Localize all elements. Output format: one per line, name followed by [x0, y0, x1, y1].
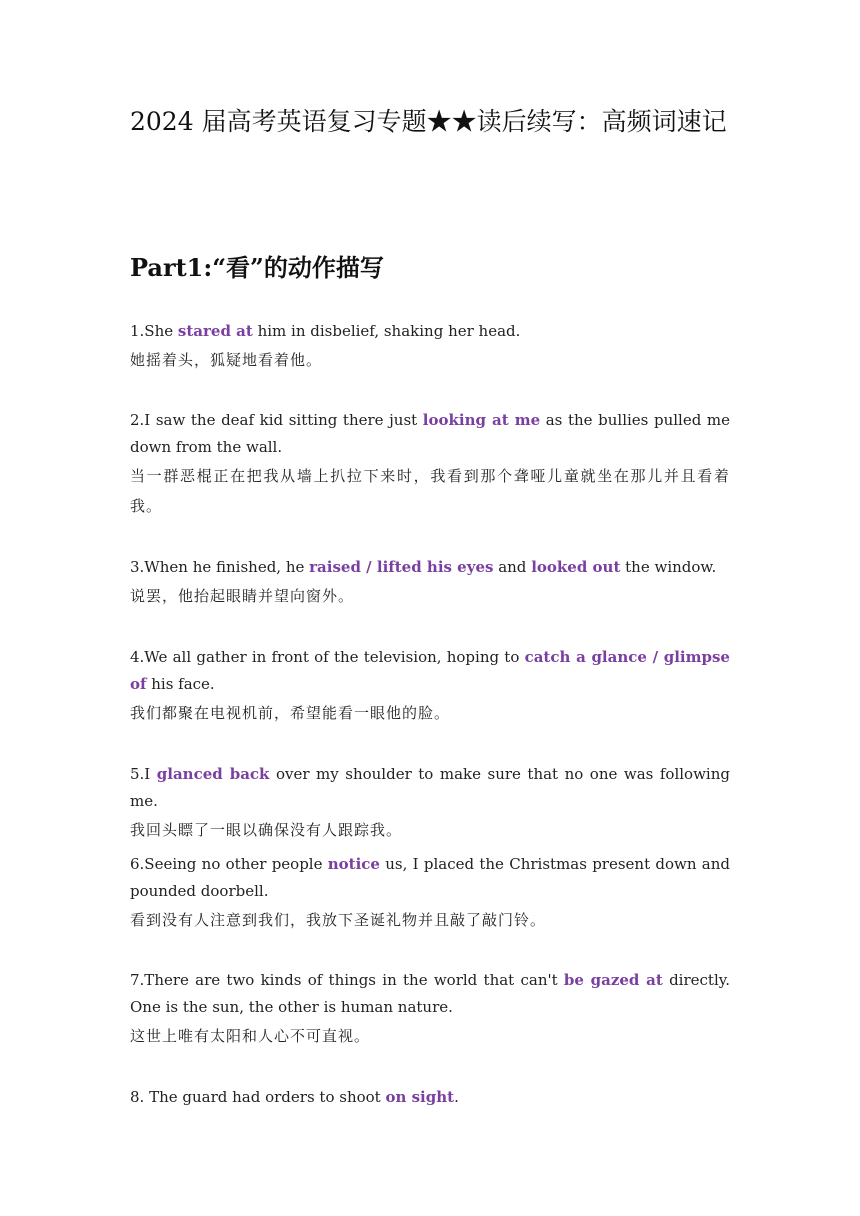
- example-chinese: 说罢，他抬起眼睛并望向窗外。: [130, 587, 355, 605]
- example-english: [130, 644, 730, 698]
- example-chinese: 我们都聚在电视机前，希望能看一眼他的脸。: [130, 704, 451, 722]
- sentence-text: over my shoulder to make sure that no one was following me.: [130, 765, 730, 810]
- keyword-phrase: catch a glance / glimpse of: [130, 648, 730, 693]
- sentence-text: directly. One is the sun, the other is human nature.: [130, 971, 730, 1016]
- sentence-text: 4.We all gather in front of the television, hoping to: [130, 648, 525, 666]
- example-english: [130, 554, 730, 581]
- sentence-text: him in disbelief, shaking her head.: [252, 322, 521, 340]
- example-item: [130, 851, 730, 935]
- example-english: [130, 407, 730, 461]
- sentence-text: 6.Seeing no other people: [130, 855, 328, 873]
- sentence-text: and: [493, 558, 532, 576]
- sentence-text: .: [454, 1088, 459, 1106]
- keyword-phrase: raised / lifted his eyes: [309, 558, 494, 576]
- keyword-phrase: on sight: [385, 1088, 455, 1106]
- sentence-text: 3.When he finished, he: [130, 558, 310, 576]
- sentence-text: 2.I saw the deaf kid sitting there just: [130, 411, 423, 429]
- example-english: [130, 1084, 730, 1111]
- example-item: [130, 554, 730, 611]
- example-chinese: 这世上唯有太阳和人心不可直视。: [130, 1027, 371, 1045]
- example-chinese: 当一群恶棍正在把我从墙上扒拉下来时，我看到那个聋哑儿童就坐在那儿并且看着我。: [130, 467, 730, 515]
- example-item: [130, 761, 730, 845]
- keyword-phrase: notice: [327, 855, 380, 873]
- example-item: [130, 1084, 730, 1111]
- example-chinese: 看到没有人注意到我们，我放下圣诞礼物并且敲了敲门铃。: [130, 911, 547, 929]
- sentence-text: us, I placed the Christmas present down and pounded doorbell.: [130, 855, 730, 900]
- example-english: [130, 851, 730, 905]
- document-title: 2024 届高考英语复习专题★★读后续写：高频词速记: [130, 107, 727, 136]
- example-english: [130, 967, 730, 1021]
- sentence-text: 7.There are two kinds of things in the world that can't: [130, 971, 564, 989]
- example-english: [130, 761, 730, 815]
- keyword-phrase: glanced back: [156, 765, 270, 783]
- example-chinese: 我回头瞟了一眼以确保没有人跟踪我。: [130, 821, 403, 839]
- example-chinese: 她摇着头，狐疑地看着他。: [130, 351, 323, 369]
- example-item: [130, 967, 730, 1051]
- example-item: [130, 318, 730, 375]
- example-item: [130, 644, 730, 728]
- sentence-text: his face.: [146, 675, 215, 693]
- sentence-text: 1.She: [130, 322, 178, 340]
- example-item: [130, 407, 730, 521]
- sentence-text: as the bullies pulled me down from the wall.: [130, 411, 730, 456]
- keyword-phrase: looking at me: [422, 411, 541, 429]
- sentence-text: 8. The guard had orders to shoot: [130, 1088, 386, 1106]
- sentence-text: the window.: [620, 558, 717, 576]
- section-heading: Part1:“看”的动作描写: [130, 253, 384, 282]
- keyword-phrase: stared at: [177, 322, 253, 340]
- keyword-phrase: looked out: [531, 558, 621, 576]
- keyword-phrase: be gazed at: [563, 971, 663, 989]
- example-english: [130, 318, 730, 345]
- sentence-text: 5.I: [130, 765, 157, 783]
